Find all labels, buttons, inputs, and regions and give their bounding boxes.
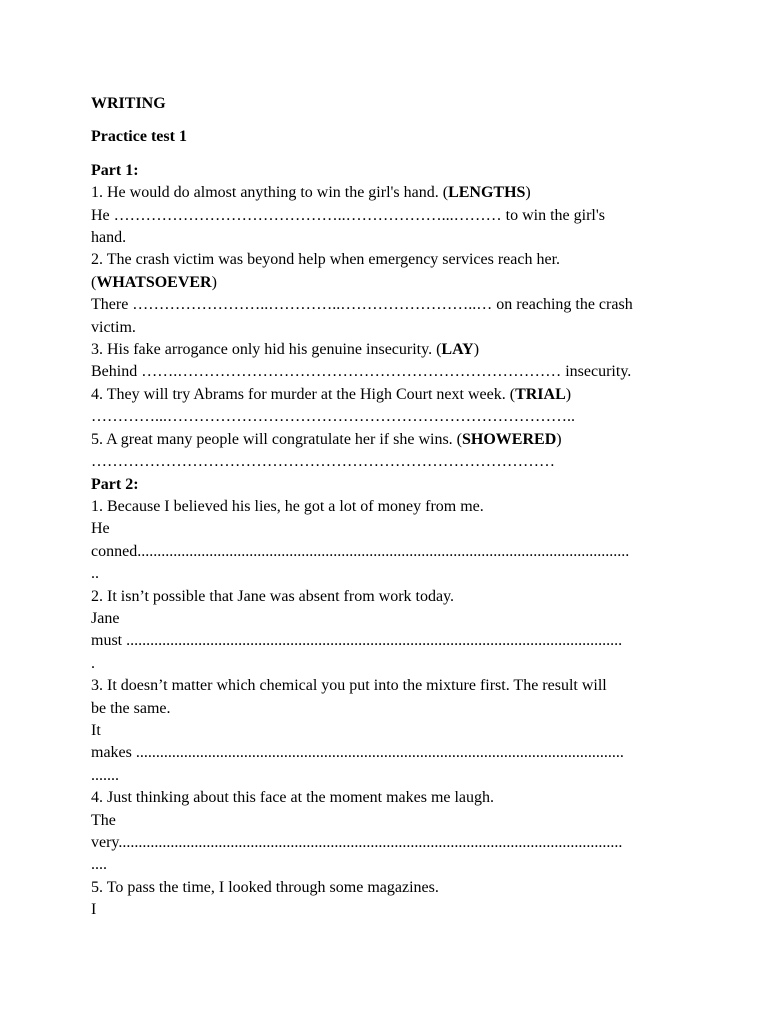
question-text: 5. To pass the time, I looked through some magazines. xyxy=(91,878,439,896)
part-1-item-4 xyxy=(91,384,681,429)
answer-line-continuation: ....... xyxy=(91,766,119,784)
answer-line-continuation: .... xyxy=(91,856,107,874)
part-2-section xyxy=(91,474,681,922)
answer-line[interactable]: makes .......................................................................................................................... xyxy=(91,744,624,762)
part-1-item-1 xyxy=(91,182,681,249)
keyword: WHATSOEVER xyxy=(96,273,212,291)
question-text: 3. It doesn’t matter which chemical you put into the mixture first. The result will xyxy=(91,677,607,695)
answer-line[interactable]: …………...………………………………………………………………….. xyxy=(91,408,575,426)
part-1-heading: Part 1: xyxy=(91,161,139,179)
question-text: 4. They will try Abrams for murder at the High Court next week. (TRIAL) xyxy=(91,385,572,403)
answer-line[interactable]: There ……………………..…………..……………………..… on reaching the crash xyxy=(91,296,633,314)
answer-line[interactable]: very.............................................................................................................................. xyxy=(91,834,623,851)
question-text: 1. He would do almost anything to win the girl's hand. (LENGTHS) xyxy=(91,184,531,202)
question-text: 5. A great many people will congratulate her if she wins. (SHOWERED) xyxy=(91,430,562,448)
sentence-starter: I xyxy=(91,901,97,919)
keyword: SHOWERED xyxy=(462,430,557,448)
answer-line-continuation: .. xyxy=(91,565,99,583)
sentence-starter: He xyxy=(91,520,110,538)
question-text: 2. The crash victim was beyond help when emergency services reach her. xyxy=(91,251,561,269)
part-1-item-5 xyxy=(91,429,681,474)
question-keyword-line: (WHATSOEVER) xyxy=(91,273,217,291)
sentence-starter: The xyxy=(91,811,116,829)
answer-line-continuation: . xyxy=(91,654,95,672)
answer-line[interactable]: …………………………………………………………………………… xyxy=(91,453,555,471)
worksheet-page xyxy=(91,93,681,922)
sentence-starter: Jane xyxy=(91,609,120,627)
question-text: 2. It isn’t possible that Jane was absent from work today. xyxy=(91,587,455,605)
part-2-item-3 xyxy=(91,675,681,787)
answer-line[interactable]: Behind …….……………………………………………………………… insecurity. xyxy=(91,363,632,381)
part-1-section xyxy=(91,160,681,474)
keyword: TRIAL xyxy=(515,385,566,403)
keyword: LAY xyxy=(441,341,474,359)
answer-line-continuation: hand. xyxy=(91,229,127,247)
question-text: 3. His fake arrogance only hid his genuine insecurity. (LAY) xyxy=(91,341,480,359)
part-2-item-5 xyxy=(91,877,681,922)
practice-test-title: Practice test 1 xyxy=(91,128,187,146)
answer-line[interactable]: must ............................................................................................................................ xyxy=(91,632,623,650)
part-2-item-4 xyxy=(91,787,681,877)
keyword: LENGTHS xyxy=(448,184,526,202)
part-1-item-3 xyxy=(91,339,681,384)
part-2-item-1 xyxy=(91,496,681,586)
question-text-continuation: be the same. xyxy=(91,699,171,717)
answer-line-continuation: victim. xyxy=(91,318,136,336)
part-1-item-2 xyxy=(91,249,681,339)
answer-line[interactable]: He ……………………………………..………………...……… to win the girl's xyxy=(91,206,605,224)
answer-line[interactable]: conned........................................................................................................................... xyxy=(91,542,630,560)
part-2-item-2 xyxy=(91,586,681,676)
page-title: WRITING xyxy=(91,95,166,112)
sentence-starter: It xyxy=(91,721,101,739)
question-text: 1. Because I believed his lies, he got a lot of money from me. xyxy=(91,497,484,515)
part-2-heading: Part 2: xyxy=(91,475,139,493)
question-text: 4. Just thinking about this face at the moment makes me laugh. xyxy=(91,789,495,807)
